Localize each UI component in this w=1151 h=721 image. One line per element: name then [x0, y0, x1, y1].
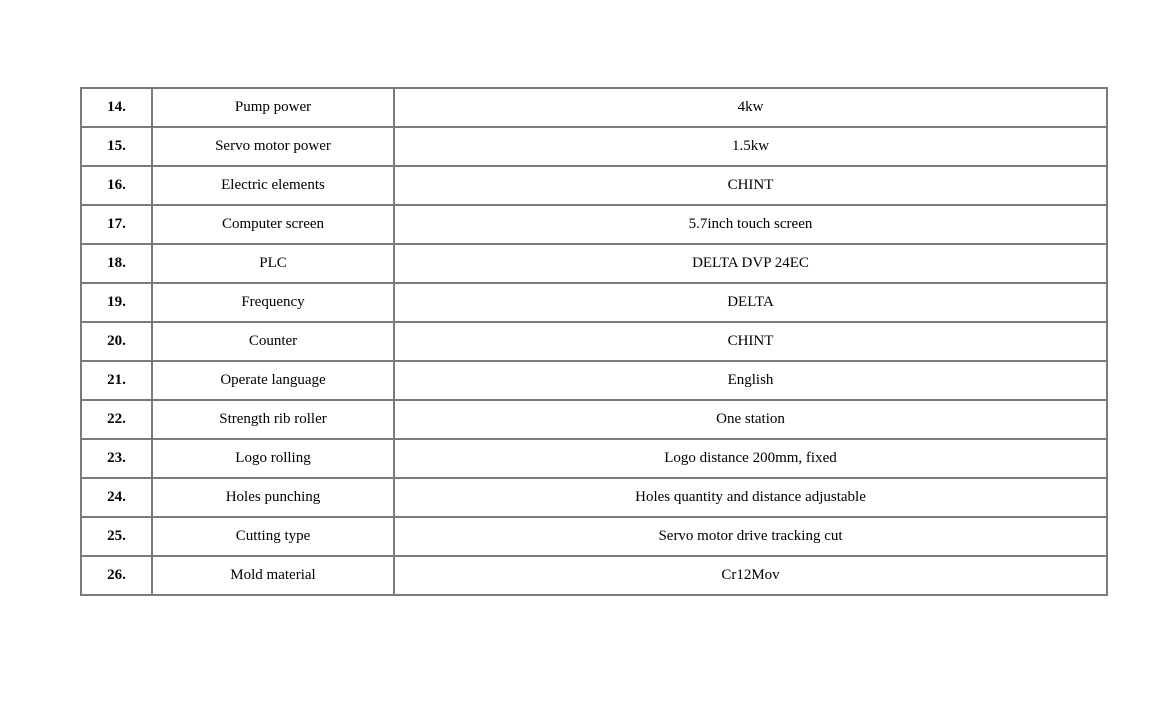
parameter-name: Pump power: [152, 88, 394, 127]
parameter-name: Logo rolling: [152, 439, 394, 478]
parameter-value: One station: [394, 400, 1107, 439]
row-number: 22.: [81, 400, 152, 439]
table-row: [81, 283, 1107, 322]
table-row: [81, 127, 1107, 166]
row-number: 26.: [81, 556, 152, 595]
parameter-value: CHINT: [394, 322, 1107, 361]
row-number: 19.: [81, 283, 152, 322]
parameter-value: English: [394, 361, 1107, 400]
row-number: 15.: [81, 127, 152, 166]
parameter-value: Holes quantity and distance adjustable: [394, 478, 1107, 517]
parameter-name: Operate language: [152, 361, 394, 400]
row-number: 14.: [81, 88, 152, 127]
table-row: [81, 439, 1107, 478]
row-number: 23.: [81, 439, 152, 478]
table-row: [81, 400, 1107, 439]
parameter-name: Frequency: [152, 283, 394, 322]
parameter-name: Servo motor power: [152, 127, 394, 166]
spec-table-body: [81, 88, 1107, 595]
parameter-value: CHINT: [394, 166, 1107, 205]
parameter-name: PLC: [152, 244, 394, 283]
table-row: [81, 205, 1107, 244]
parameter-name: Mold material: [152, 556, 394, 595]
parameter-name: Holes punching: [152, 478, 394, 517]
row-number: 20.: [81, 322, 152, 361]
parameter-value: Servo motor drive tracking cut: [394, 517, 1107, 556]
table-row: [81, 88, 1107, 127]
table-row: [81, 517, 1107, 556]
parameter-value: Logo distance 200mm, fixed: [394, 439, 1107, 478]
row-number: 16.: [81, 166, 152, 205]
table-row: [81, 478, 1107, 517]
table-row: [81, 361, 1107, 400]
parameter-value: 4kw: [394, 88, 1107, 127]
parameter-value: 1.5kw: [394, 127, 1107, 166]
row-number: 17.: [81, 205, 152, 244]
table-row: [81, 556, 1107, 595]
parameter-value: DELTA DVP 24EC: [394, 244, 1107, 283]
parameter-name: Strength rib roller: [152, 400, 394, 439]
parameter-name: Counter: [152, 322, 394, 361]
parameter-value: Cr12Mov: [394, 556, 1107, 595]
table-row: [81, 166, 1107, 205]
table-row: [81, 244, 1107, 283]
table-row: [81, 322, 1107, 361]
parameter-name: Electric elements: [152, 166, 394, 205]
spec-table: [80, 87, 1108, 596]
row-number: 21.: [81, 361, 152, 400]
parameter-name: Cutting type: [152, 517, 394, 556]
parameter-value: 5.7inch touch screen: [394, 205, 1107, 244]
parameter-name: Computer screen: [152, 205, 394, 244]
row-number: 24.: [81, 478, 152, 517]
parameter-value: DELTA: [394, 283, 1107, 322]
row-number: 18.: [81, 244, 152, 283]
row-number: 25.: [81, 517, 152, 556]
